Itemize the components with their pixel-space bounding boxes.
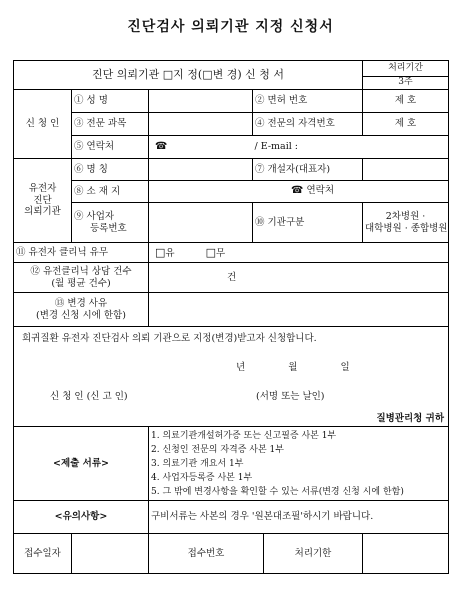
- checkbox-change[interactable]: □: [202, 68, 213, 82]
- document-title: 진단검사 의뢰기관 지정 신청서: [127, 19, 334, 35]
- notice-label: <유의사항>: [14, 501, 149, 534]
- counsel-label: ⑫ 유전클리닉 상담 건수 (월 평균 건수): [14, 263, 149, 293]
- change-label: ⑬ 변경 사유 (변경 신청 시에 한함): [14, 293, 149, 327]
- phone-icon: ☎: [291, 185, 304, 197]
- declaration-block: [14, 327, 449, 427]
- counsel-field[interactable]: [149, 263, 449, 293]
- applicant-sign-label: 신 청 인 (신 고 인): [50, 391, 128, 402]
- inst-name-label: ⑥ 명 칭: [72, 159, 149, 181]
- clinic-label: ⑪ 유전자 클리닉 유무: [14, 243, 149, 263]
- date-line: 년 월 일: [236, 362, 350, 373]
- specialist-no-label: ④ 전문의 자격번호: [253, 113, 363, 136]
- form-name: 진단 의뢰기관 □지 정(□변 경) 신 청 서: [14, 61, 363, 90]
- address-label: ⑧ 소 재 지: [72, 181, 149, 203]
- checkbox-designate[interactable]: □: [162, 68, 174, 82]
- specialty-label: ③ 전문 과목: [72, 113, 149, 136]
- document-item: 2. 신청인 전문의 자격증 사본 1부: [151, 444, 284, 455]
- notice-text: 구비서류는 사본의 경우 '원본대조필'하시기 바랍니다.: [149, 501, 449, 534]
- inst-type-value: 2차병원 · 대학병원 · 종합병원: [363, 203, 449, 243]
- founder-label: ⑦ 개설자(대표자): [253, 159, 363, 181]
- document-item: 4. 사업자등록증 사본 1부: [151, 472, 253, 483]
- clinic-yes-checkbox[interactable]: □: [155, 245, 166, 259]
- recipient: 질병관리청 귀하: [376, 413, 444, 424]
- bizno-label: ⑨ 사업자 등록번호: [72, 203, 149, 243]
- processing-period-value: 3주: [363, 77, 449, 90]
- clinic-options: □유 □무: [149, 243, 449, 263]
- clinic-no-checkbox[interactable]: □: [205, 245, 217, 259]
- documents-label: <제출 서류>: [14, 427, 149, 501]
- inst-contact: ☎ 연락처: [291, 185, 335, 197]
- document-item: 3. 의료기관 개요서 1부: [151, 458, 244, 469]
- license-label: ② 면허 번호: [253, 90, 363, 113]
- processing-period-label: 처리기간: [363, 61, 449, 77]
- change-field[interactable]: [149, 293, 449, 327]
- receipt-date-label: 접수일자: [14, 534, 72, 574]
- application-form: [13, 60, 449, 574]
- counsel-unit: 건: [227, 271, 237, 283]
- document-item: 1. 의료기관개설허가증 또는 신고필증 사본 1부: [151, 430, 337, 441]
- declaration-text: 희귀질환 유전자 진단검사 의뢰 기관으로 지정(변경)받고자 신청합니다.: [22, 333, 317, 344]
- deadline-label: 처리기한: [264, 534, 363, 574]
- contact-label: ⑤ 연락처: [72, 136, 149, 159]
- email-label: / E-mail :: [254, 140, 299, 152]
- license-field[interactable]: 제 호: [363, 90, 449, 113]
- address-field[interactable]: [149, 181, 449, 203]
- institution-section-label: 유전자 진단 의뢰기관: [14, 159, 72, 243]
- applicant-section-label: 신 청 인: [14, 90, 72, 159]
- specialist-no-field[interactable]: 제 호: [363, 113, 449, 136]
- bizno-field[interactable]: [149, 203, 253, 243]
- phone-icon: ☎: [155, 140, 168, 152]
- name-field[interactable]: [149, 90, 253, 113]
- documents-list: [149, 427, 449, 501]
- specialty-field[interactable]: [149, 113, 253, 136]
- founder-field[interactable]: [363, 159, 449, 181]
- deadline-field[interactable]: [363, 534, 449, 574]
- contact-field[interactable]: [149, 136, 449, 159]
- receipt-date-field[interactable]: [72, 534, 149, 574]
- receipt-no-label: 접수번호: [149, 534, 264, 574]
- inst-name-field[interactable]: [149, 159, 253, 181]
- document-item: 5. 그 밖에 변경사항을 확인할 수 있는 서류(변경 신청 시에 한함): [151, 486, 404, 497]
- name-label: ① 성 명: [72, 90, 149, 113]
- inst-type-label: ⑩ 기관구분: [253, 203, 363, 243]
- sign-field[interactable]: (서명 또는 날인): [256, 391, 325, 402]
